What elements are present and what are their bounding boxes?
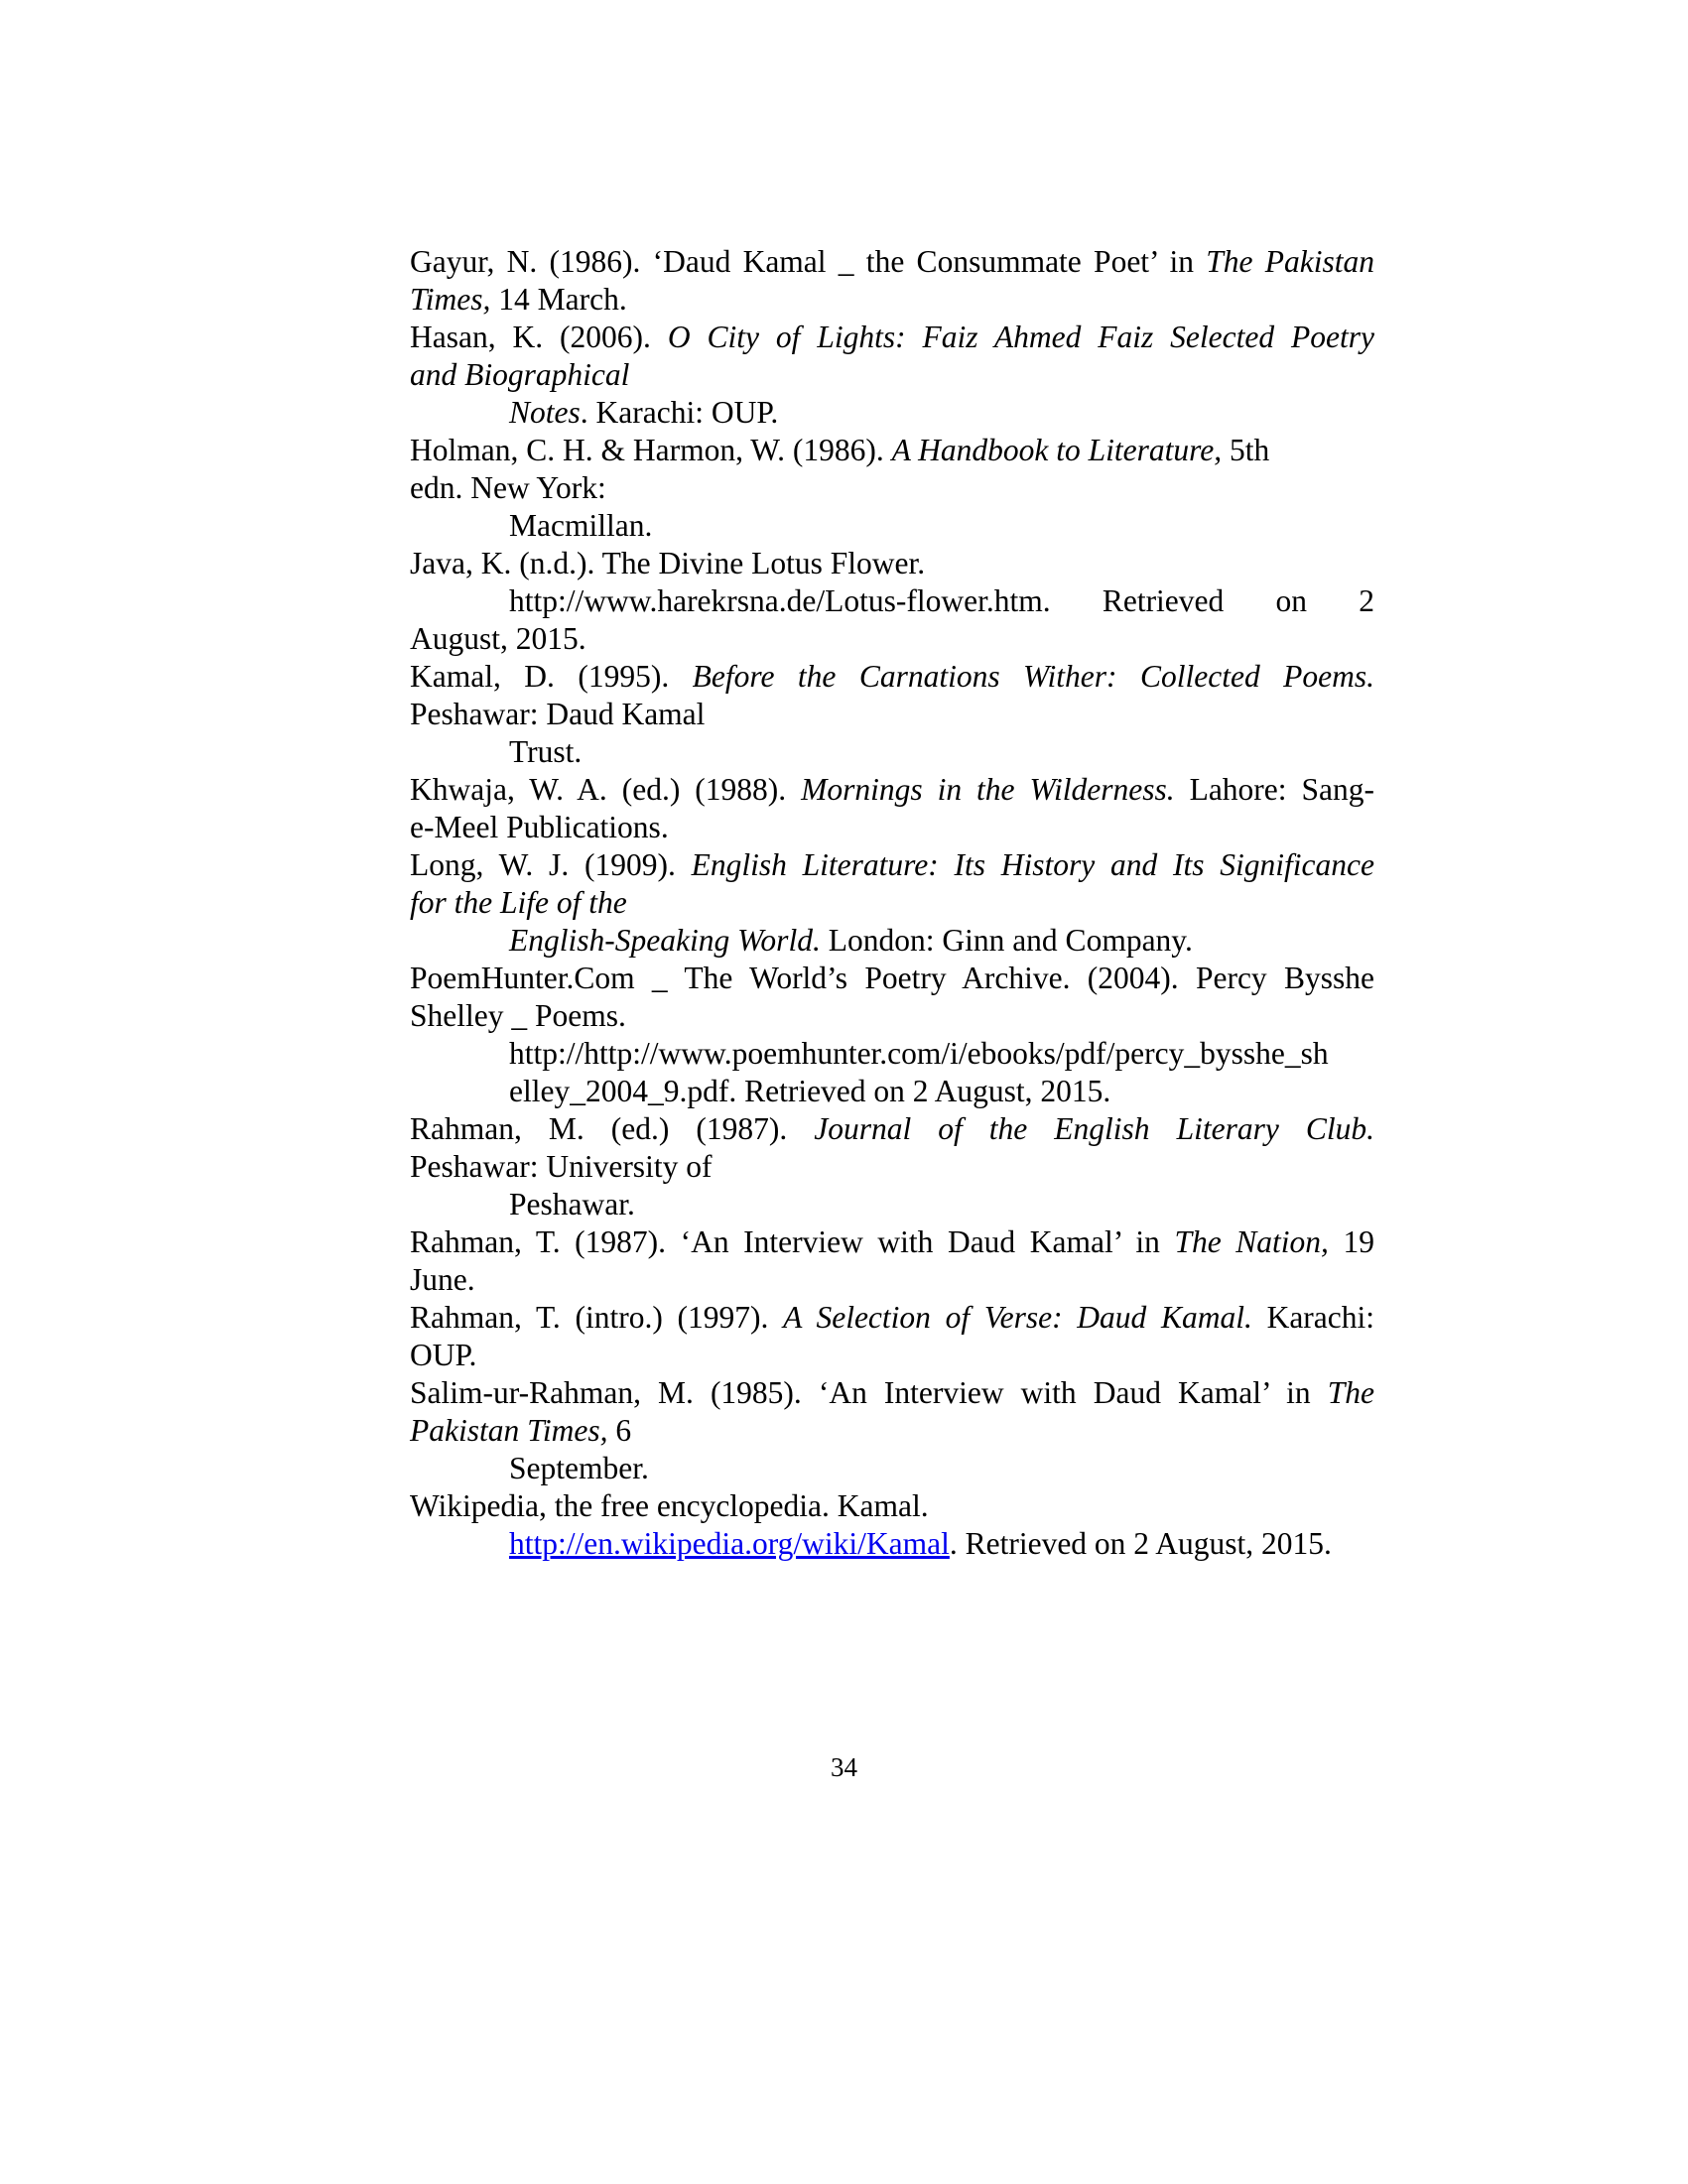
reference-text: Hasan, K. (2006). xyxy=(410,320,668,354)
reference-line xyxy=(410,1450,1374,1487)
reference-text: Khwaja, W. A. (ed.) (1988). xyxy=(410,772,802,807)
reference-entry xyxy=(410,243,1374,319)
reference-line xyxy=(410,507,1374,545)
reference-line xyxy=(410,1148,1374,1186)
reference-text: June. xyxy=(410,1262,475,1297)
reference-line xyxy=(410,922,1374,960)
reference-title-text: O City of Lights: Faiz Ahmed Faiz Selected Poetry xyxy=(667,320,1374,354)
reference-text: 5th xyxy=(1222,433,1270,467)
reference-line xyxy=(410,696,1374,733)
reference-title-text: The Pakistan xyxy=(1206,244,1374,279)
reference-title-text: Notes xyxy=(509,395,581,430)
reference-entry xyxy=(410,1299,1374,1374)
reference-line xyxy=(410,1337,1374,1374)
reference-line xyxy=(410,1299,1374,1337)
reference-line xyxy=(410,1073,1374,1110)
reference-entry xyxy=(410,771,1374,846)
reference-title-text: A Selection of Verse: Daud Kamal. xyxy=(783,1300,1252,1335)
reference-text: Holman, C. H. & Harmon, W. (1986). xyxy=(410,433,892,467)
reference-text: Macmillan. xyxy=(509,508,653,543)
reference-line xyxy=(410,733,1374,771)
reference-entry xyxy=(410,1223,1374,1299)
reference-text: Lahore: Sang- xyxy=(1174,772,1374,807)
reference-line xyxy=(410,469,1374,507)
reference-title-text: English Literature: Its History and Its Significance xyxy=(691,847,1375,882)
reference-line xyxy=(410,545,1374,582)
reference-entry xyxy=(410,1487,1374,1563)
page-number: 34 xyxy=(831,1752,857,1782)
reference-text: Shelley _ Poems. xyxy=(410,998,626,1033)
reference-text: elley_2004_9.pdf. Retrieved on 2 August, 2015. xyxy=(509,1074,1111,1108)
reference-line xyxy=(410,620,1374,658)
reference-line xyxy=(410,1412,1374,1450)
reference-line xyxy=(410,1374,1374,1412)
reference-entry xyxy=(410,1374,1374,1487)
reference-line xyxy=(410,394,1374,432)
reference-line xyxy=(410,1261,1374,1299)
reference-text: Kamal, D. (1995). xyxy=(410,659,693,694)
reference-line xyxy=(410,1525,1374,1563)
reference-line xyxy=(410,960,1374,997)
reference-text: Rahman, T. (1987). ‘An Interview with Daud Kamal’ in xyxy=(410,1224,1175,1259)
reference-entry xyxy=(410,319,1374,432)
reference-title-text: for the Life of the xyxy=(410,885,627,920)
reference-title-text: Times, xyxy=(410,282,491,317)
reference-line xyxy=(410,319,1374,356)
reference-text: e-Meel Publications. xyxy=(410,810,669,844)
reference-text: London: Ginn and Company. xyxy=(820,923,1193,958)
reference-text: . Retrieved on 2 August, 2015. xyxy=(949,1526,1332,1561)
reference-text: Rahman, M. (ed.) (1987). xyxy=(410,1111,815,1146)
reference-text: Salim-ur-Rahman, M. (1985). ‘An Interview with Daud Kamal’ in xyxy=(410,1375,1328,1410)
reference-text: Peshawar: University of xyxy=(410,1149,713,1184)
reference-line xyxy=(410,1487,1374,1525)
reference-line xyxy=(410,809,1374,846)
reference-line xyxy=(410,243,1374,281)
reference-text: . Karachi: OUP. xyxy=(580,395,779,430)
reference-text: Peshawar. xyxy=(509,1187,635,1221)
reference-text: August, 2015. xyxy=(410,621,586,656)
reference-line xyxy=(410,1186,1374,1223)
reference-title-text: English-Speaking World. xyxy=(509,923,821,958)
reference-text: Karachi: xyxy=(1251,1300,1375,1335)
reference-title-text: The xyxy=(1327,1375,1374,1410)
reference-link[interactable]: http://en.wikipedia.org/wiki/Kamal xyxy=(509,1526,950,1561)
reference-entry xyxy=(410,846,1374,960)
reference-line xyxy=(410,432,1374,469)
reference-line xyxy=(410,884,1374,922)
reference-text: 19 xyxy=(1328,1224,1374,1259)
reference-text: edn. New York: xyxy=(410,470,606,505)
reference-title-text: A Handbook to Literature, xyxy=(891,433,1223,467)
reference-line xyxy=(410,771,1374,809)
reference-line xyxy=(410,1035,1374,1073)
reference-text: OUP. xyxy=(410,1338,477,1372)
reference-text: 14 March. xyxy=(490,282,627,317)
reference-line xyxy=(410,846,1374,884)
reference-title-text: Pakistan Times, xyxy=(410,1413,608,1448)
reference-line xyxy=(410,997,1374,1035)
reference-text: September. xyxy=(509,1451,649,1485)
reference-text: http://http://www.poemhunter.com/i/ebooks/pdf/percy_bysshe_sh xyxy=(509,1036,1329,1071)
reference-text: Long, W. J. (1909). xyxy=(410,847,692,882)
reference-entry xyxy=(410,1110,1374,1223)
reference-text: Trust. xyxy=(509,734,583,769)
reference-entry xyxy=(410,960,1374,1110)
reference-line xyxy=(410,356,1374,394)
reference-text: Gayur, N. (1986). ‘Daud Kamal _ the Consummate Poet’ in xyxy=(410,244,1207,279)
reference-line xyxy=(410,281,1374,319)
reference-title-text: The Nation, xyxy=(1174,1224,1329,1259)
reference-title-text: Journal of the English Literary Club. xyxy=(814,1111,1374,1146)
reference-line xyxy=(410,1110,1374,1148)
reference-text: Wikipedia, the free encyclopedia. Kamal. xyxy=(410,1488,929,1523)
reference-list xyxy=(410,243,1374,1563)
reference-text: 6 xyxy=(607,1413,632,1448)
reference-text: Peshawar: Daud Kamal xyxy=(410,697,706,731)
reference-text: Rahman, T. (intro.) (1997). xyxy=(410,1300,784,1335)
reference-text: PoemHunter.Com _ The World’s Poetry Archive. (2004). Percy Bysshe xyxy=(410,961,1374,995)
reference-line xyxy=(410,658,1374,696)
reference-entry xyxy=(410,658,1374,771)
reference-line xyxy=(410,1223,1374,1261)
reference-entry xyxy=(410,432,1374,545)
reference-title-text: and Biographical xyxy=(410,357,630,392)
reference-text: http://www.harekrsna.de/Lotus-flower.htm. Retrieved on 2 xyxy=(509,583,1374,618)
reference-entry xyxy=(410,545,1374,658)
reference-title-text: Mornings in the Wilderness. xyxy=(801,772,1175,807)
reference-line xyxy=(410,582,1374,620)
reference-title-text: Before the Carnations Wither: Collected Poems. xyxy=(692,659,1374,694)
reference-text: Java, K. (n.d.). The Divine Lotus Flower. xyxy=(410,546,926,580)
